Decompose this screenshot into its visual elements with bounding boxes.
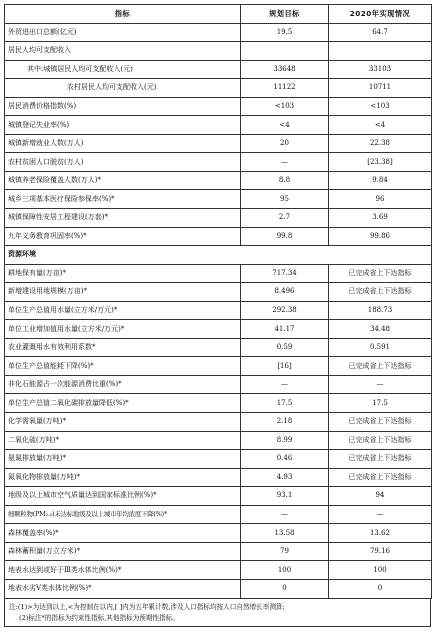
header-target: 规划目标 [241, 5, 329, 24]
actual-value: 9.84 [329, 171, 432, 190]
footnote-line-1: 注:(1)>为达到以上,<为控制在以内,[ ]内为五年累计数,涉及人口指标均按人口自然增长率测算; [9, 602, 285, 611]
indicator-name: 耕地保有量(万亩)* [5, 264, 241, 283]
actual-value: 17.5 [329, 394, 432, 413]
indicator-name: 农业灌溉用水有效利用系数* [5, 338, 241, 357]
actual-value: 94 [329, 487, 432, 506]
target-value: 33648 [241, 60, 329, 79]
target-value: 2.18 [241, 413, 329, 432]
target-value: 13.58 [241, 524, 329, 543]
header-actual: 2020年实现情况 [329, 5, 432, 24]
indicator-name: 细颗粒物(PM₂.₅)未达标地级及以上城市年均浓度下降(%)* [5, 505, 241, 524]
actual-value [329, 42, 432, 61]
table-row [5, 209, 432, 228]
indicator-name: 其中:城镇居民人均可支配收入(元) [5, 60, 241, 79]
target-value: 8.99 [241, 431, 329, 450]
indicator-name: 非化石能源占一次能源消费比重(%)* [5, 375, 241, 394]
table-row [5, 171, 432, 190]
table-row [5, 357, 432, 376]
indicator-name: 单位工业增加值用水量(立方米/万元)* [5, 320, 241, 339]
indicator-name: 居民人均可支配收入 [5, 42, 241, 61]
target-value: — [241, 505, 329, 524]
table-row [5, 79, 432, 98]
target-value: 19.5 [241, 23, 329, 42]
target-value: 79 [241, 542, 329, 561]
table-row [5, 338, 432, 357]
actual-value: 99.86 [329, 227, 432, 246]
table-row [5, 227, 432, 246]
actual-value: 0.591 [329, 338, 432, 357]
indicator-name: 单位生产总值用水量(立方米/万元)* [5, 301, 241, 320]
target-value: 99.8 [241, 227, 329, 246]
indicator-name: 氨氮排放量(万吨)* [5, 450, 241, 469]
table-row [5, 320, 432, 339]
table-row [5, 542, 432, 561]
header-indicator: 指标 [5, 5, 241, 24]
table-body [5, 23, 432, 598]
table-row [5, 97, 432, 116]
section-row [5, 246, 432, 265]
actual-value: 64.7 [329, 23, 432, 42]
table-row [5, 394, 432, 413]
actual-value: 3.69 [329, 209, 432, 228]
target-value: <103 [241, 97, 329, 116]
table-row [5, 579, 432, 598]
target-value: 717.34 [241, 264, 329, 283]
target-value: [16] [241, 357, 329, 376]
target-value: 2.7 [241, 209, 329, 228]
target-value: 0.46 [241, 450, 329, 469]
target-value: 11122 [241, 79, 329, 98]
table-row [5, 23, 432, 42]
actual-value: 已完成省上下达指标 [329, 357, 432, 376]
target-value: 100 [241, 561, 329, 580]
target-value: 4.93 [241, 468, 329, 487]
table-row [5, 42, 432, 61]
table-row [5, 134, 432, 153]
actual-value: — [329, 375, 432, 394]
target-value: 20 [241, 134, 329, 153]
target-value: 41.17 [241, 320, 329, 339]
actual-value: 已完成省上下达指标 [329, 413, 432, 432]
actual-value: 已完成省上下达指标 [329, 431, 432, 450]
indicator-name: 地表水劣Ⅴ类水体比例(%)* [5, 579, 241, 598]
indicator-name: 九年义务教育巩固率(%)* [5, 227, 241, 246]
target-value: 8.8 [241, 171, 329, 190]
indicator-name: 居民消费价格指数(%) [5, 97, 241, 116]
indicator-table-page [4, 4, 431, 627]
section-title: 资源环境 [5, 246, 432, 265]
actual-value: <103 [329, 97, 432, 116]
target-value: 8.496 [241, 283, 329, 302]
target-value: 0 [241, 579, 329, 598]
table-row [5, 60, 432, 79]
actual-value: 100 [329, 561, 432, 580]
indicator-name: 外贸进出口总额(亿元) [5, 23, 241, 42]
table-row [5, 505, 432, 524]
table-row [5, 301, 432, 320]
actual-value: 22.38 [329, 134, 432, 153]
table-row [5, 375, 432, 394]
indicator-name: 城镇保障性安居工程建设(万套)* [5, 209, 241, 228]
target-value: — [241, 375, 329, 394]
actual-value: [23.38] [329, 153, 432, 172]
table-header-row [5, 5, 432, 24]
target-value: 95 [241, 190, 329, 209]
actual-value: 已完成省上下达指标 [329, 450, 432, 469]
actual-value: 34.48 [329, 320, 432, 339]
table-row [5, 431, 432, 450]
indicator-name: 单位生产总值能耗下降(%)* [5, 357, 241, 376]
table-row [5, 153, 432, 172]
actual-value: 96 [329, 190, 432, 209]
actual-value: <4 [329, 116, 432, 135]
actual-value: 已完成省上下达指标 [329, 283, 432, 302]
target-value: 0.59 [241, 338, 329, 357]
actual-value: — [329, 505, 432, 524]
table-row [5, 116, 432, 135]
indicator-name: 农村贫困人口脱贫(万人) [5, 153, 241, 172]
indicator-table [4, 4, 432, 599]
indicator-name: 氮氧化物排放量(万吨)* [5, 468, 241, 487]
actual-value: 10711 [329, 79, 432, 98]
target-value: 292.38 [241, 301, 329, 320]
target-value: <4 [241, 116, 329, 135]
table-row [5, 190, 432, 209]
target-value: 17.5 [241, 394, 329, 413]
indicator-name: 二氧化硫(万吨)* [5, 431, 241, 450]
actual-value: 0 [329, 579, 432, 598]
actual-value: 已完成省上下达指标 [329, 468, 432, 487]
indicator-name: 新增建设用地规模(万亩)* [5, 283, 241, 302]
indicator-name: 森林蓄积量(万立方米)* [5, 542, 241, 561]
indicator-name: 城镇登记失业率(%) [5, 116, 241, 135]
indicator-name: 城镇新增就业人数(万人) [5, 134, 241, 153]
indicator-name: 单位生产总值二氧化碳排放量降低(%)* [5, 394, 241, 413]
target-value: — [241, 153, 329, 172]
table-row [5, 561, 432, 580]
actual-value: 188.73 [329, 301, 432, 320]
actual-value: 已完成省上下达指标 [329, 264, 432, 283]
table-row [5, 264, 432, 283]
actual-value: 79.16 [329, 542, 432, 561]
target-value: 93.1 [241, 487, 329, 506]
table-row [5, 468, 432, 487]
table-row [5, 524, 432, 543]
indicator-name: 城镇养老保险覆盖人数(万人)* [5, 171, 241, 190]
table-row [5, 487, 432, 506]
table-row [5, 450, 432, 469]
target-value [241, 42, 329, 61]
footnote-line-2: (2)标注*的指标为约束性指标,其他指标为预期性指标。 [19, 613, 179, 622]
actual-value: 33103 [329, 60, 432, 79]
indicator-name: 地表水达到或好于Ⅲ类水体比例(%)* [5, 561, 241, 580]
table-row [5, 413, 432, 432]
table-footnote [4, 599, 431, 627]
indicator-name: 农村居民人均可支配收入(元) [5, 79, 241, 98]
indicator-name: 地级及以上城市空气质量达到国家标准比例(%)* [5, 487, 241, 506]
actual-value: 13.62 [329, 524, 432, 543]
indicator-name: 化学需氧量(万吨)* [5, 413, 241, 432]
table-row [5, 283, 432, 302]
indicator-name: 森林覆盖率(%)* [5, 524, 241, 543]
indicator-name: 城乡三项基本医疗保险参保率(%)* [5, 190, 241, 209]
